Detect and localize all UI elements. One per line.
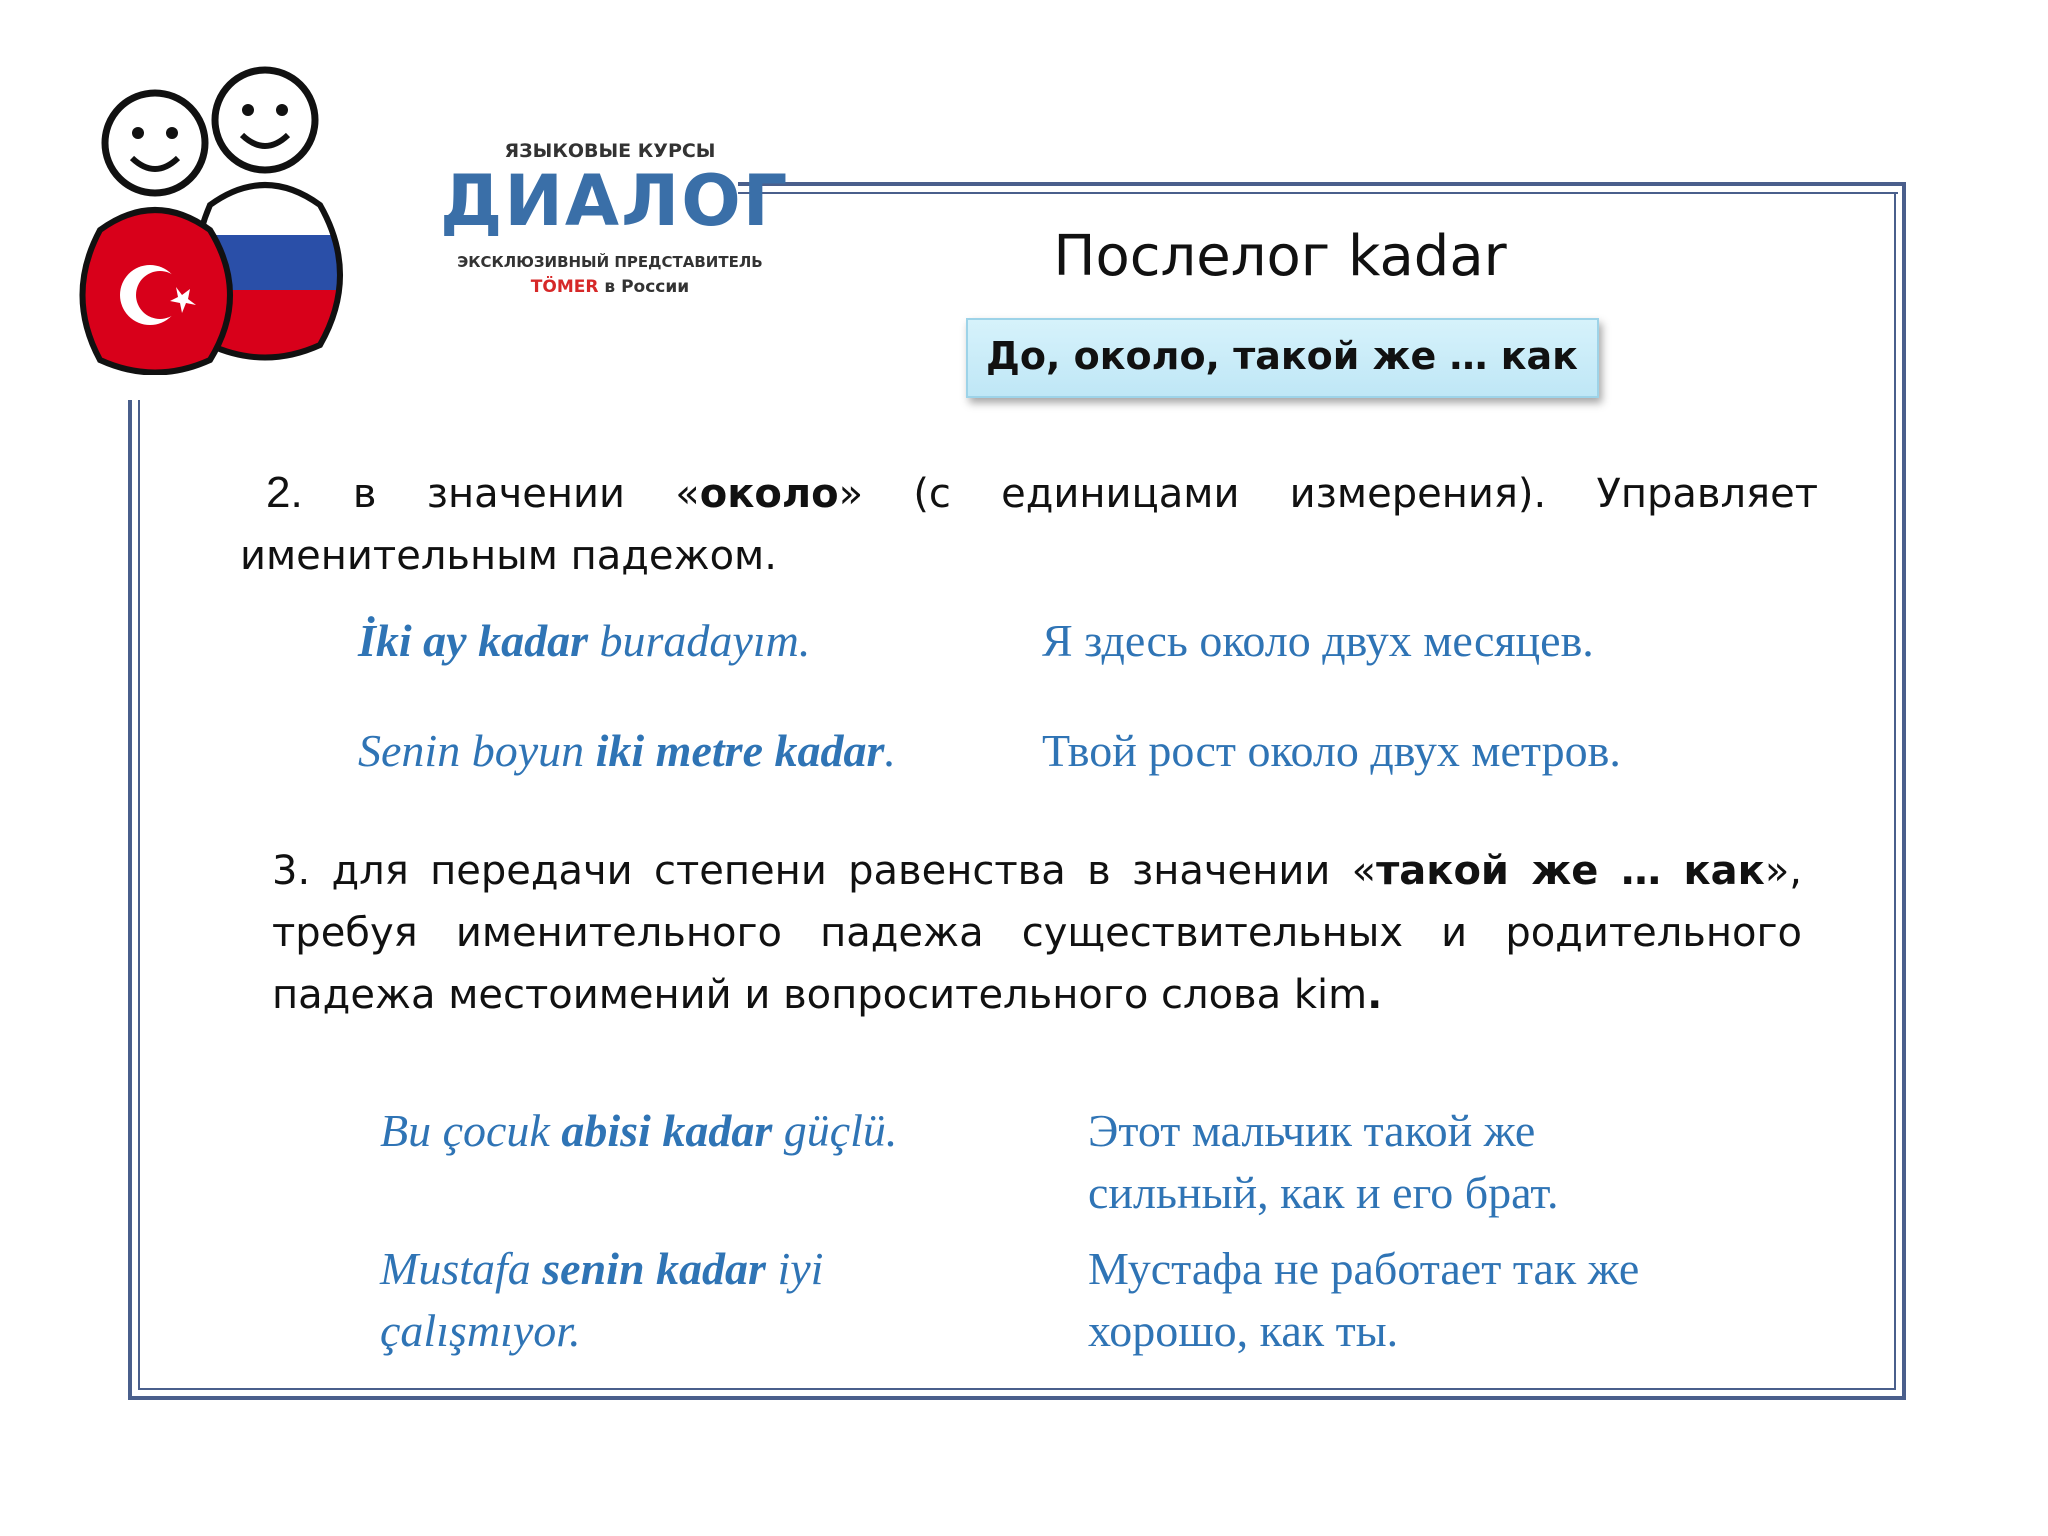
example-3-2-russian-line-1: Мустафа не работает так же [1088,1243,1640,1294]
section-2-text-after: » (с единицами измерения). Управляет именительным падежом. [240,471,1819,579]
example-2-2-start: Senin boyun [358,725,596,776]
example-3-1-russian-line-2: сильный, как и его брат. [1088,1167,1559,1218]
logo-mascots-icon [60,45,440,375]
section-3-text-before: 3. для передачи степени равенства в значении « [272,848,1377,894]
example-3-1-rest: güçlü. [772,1105,898,1156]
frame-bottom-inner [138,1388,1896,1390]
example-2-1-turkish [358,610,810,672]
example-3-1-start: Bu çocuk [380,1105,562,1156]
example-3-2-russian-line-2: хорошо, как ты. [1088,1305,1399,1356]
example-2-1-bold: İki ay kadar [358,615,588,666]
frame-bottom-outer [128,1396,1906,1400]
frame-right-inner [1894,192,1896,1390]
example-3-2-turkish-line-1 [380,1238,823,1300]
logo-in-russia: в России [598,277,690,297]
frame-left-outer [128,400,132,1400]
example-3-1-russian [1088,1100,1559,1224]
frame-left-inner [138,400,140,1390]
example-3-1-turkish [380,1100,897,1162]
logo-description: ЭКСКЛЮЗИВНЫЙ ПРЕДСТАВИТЕЛЬ [457,253,763,271]
example-3-2-rest: iyi [765,1243,824,1294]
subtitle-box [966,318,1599,398]
page-title: Послелог kadar [1053,224,1507,289]
example-3-2-start: Mustafa [380,1243,543,1294]
section-3-paragraph [272,840,1802,1026]
logo-tomer: TÖMER [530,277,599,297]
logo [60,45,790,375]
frame-top-inner [738,192,1898,194]
logo-subtitle: ЯЗЫКОВЫЕ КУРСЫ [504,140,716,162]
example-3-2-bold: senin kadar [542,1243,766,1294]
section-2-bold: около [699,471,839,517]
example-2-2-turkish [358,720,896,782]
logo-brand: ДИАЛОГ [440,160,790,242]
example-3-1-russian-line-1: Этот мальчик такой же [1088,1105,1536,1156]
logo-description-2 [440,277,780,297]
example-2-1-russian: Я здесь около двух месяцев. [1042,615,1594,666]
example-3-2-russian [1088,1238,1639,1362]
frame-top-outer [738,182,1906,186]
section-3-text-middle: », требуя именительного падежа существительных и родительного падежа местоимений и вопросительного слова kim [272,848,1802,1018]
section-2-text-before: в значении « [302,471,700,517]
section-2-number: 2. [266,468,303,517]
frame-right-outer [1902,182,1906,1400]
example-2-2-russian: Твой рост около двух метров. [1042,725,1621,776]
example-3-1-bold: abisi kadar [561,1105,773,1156]
example-2-1-rest: buradayım. [588,615,811,666]
example-3-2-turkish-line-2: çalışmıyor. [380,1305,581,1356]
section-2-paragraph [240,462,1818,587]
subtitle-text: До, около, такой же … как [986,334,1578,378]
section-3-bold: такой же … как [1376,848,1765,894]
section-3-period: . [1367,972,1383,1018]
example-2-2-rest: . [884,725,896,776]
example-2-2-bold: iki metre kadar [595,725,885,776]
example-3-2-turkish [380,1238,823,1362]
